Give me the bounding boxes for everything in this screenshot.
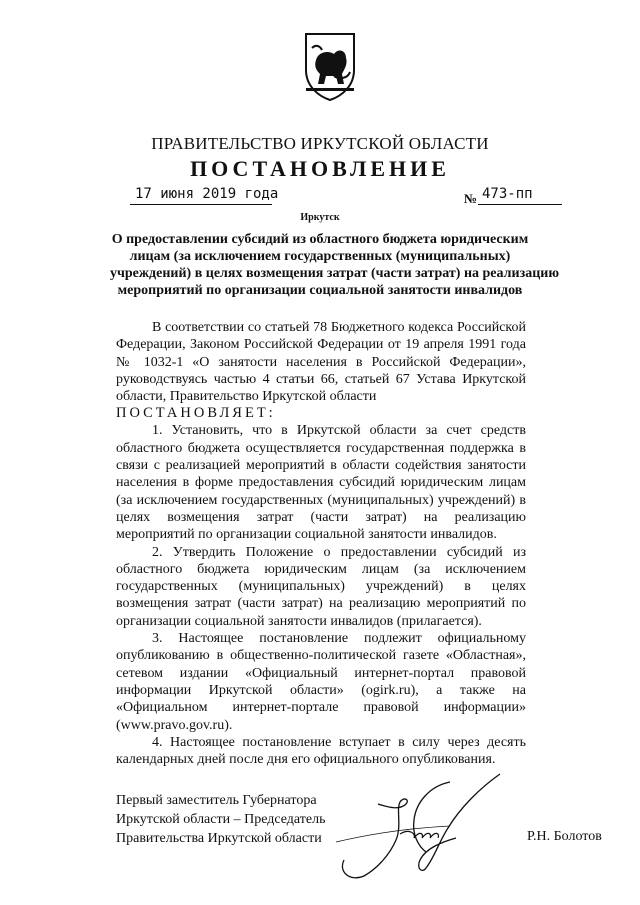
subject-line: О предоставлении субсидий из областного бюджета юридическим	[111, 232, 529, 247]
signature-image	[330, 768, 510, 888]
number-sign: №	[464, 191, 478, 206]
subject-line: учреждений) в целях возмещения затрат (части затрат) на реализацию	[110, 266, 560, 281]
document-date: 17 июня 2019 года	[135, 186, 279, 202]
coat-of-arms-icon	[302, 30, 358, 102]
item-paragraph: 1. Установить, что в Иркутской области за счет средств областного бюджета осуществляется государственная поддержка в связи с реализацией мероприятий в области содействия занятости населения в форме предоставления субсидий юридическим лицам (за исключением государственных (муниципальных) учреждений) в целях возмещения затрат (части затрат) на реализацию мероприятий по организации социальной занятости инвалидов.	[116, 423, 526, 543]
signatory-name: Р.Н. Болотов	[527, 829, 602, 844]
preamble-paragraph: В соответствии со статьей 78 Бюджетного кодекса Российской Федерации, Законом Российской Федерации от 19 апреля 1991 года № 1032-1 «О занятости населения в Российской Федерации», руководствуясь частью 4 статьи 66, статьей 67 Устава Иркутской области, Правительство Иркутской области	[116, 320, 526, 405]
item-paragraph: 3. Настоящее постановление подлежит официальному опубликованию в общественно-политической газете «Областная», сетевом издании «Официальный интернет-портал правовой информации Иркутской области» (ogirk.ru), а также на «Официальном интернет-портале правовой информации» (www.pravo.gov.ru).	[116, 631, 526, 733]
signatory-position	[116, 791, 325, 848]
item-paragraph: 2. Утвердить Положение о предоставлении субсидий из областного бюджета юридическим лицам (за исключением государственных (муниципальных) учреждений) в целях возмещения затрат (части затрат) на реализацию мероприятий по организации социальной занятости инвалидов (прилагается).	[116, 544, 526, 629]
subject-line: мероприятий по организации социальной занятости инвалидов	[117, 283, 523, 298]
date-underline	[130, 204, 272, 205]
subject-line: лицам (за исключением государственных (муниципальных)	[129, 249, 511, 264]
document-city: Иркутск	[300, 212, 340, 223]
document-subject	[110, 231, 560, 299]
position-line: Иркутской области – Председатель	[116, 812, 326, 827]
document-type: ПОСТАНОВЛЕНИЕ	[190, 156, 450, 181]
resolve-heading: ПОСТАНОВЛЯЕТ:	[116, 405, 276, 422]
number-underline	[478, 204, 562, 205]
item-paragraph: 4. Настоящее постановление вступает в силу через десять календарных дней после дня его официального опубликования.	[116, 734, 526, 768]
government-title: ПРАВИТЕЛЬСТВО ИРКУТСКОЙ ОБЛАСТИ	[151, 134, 489, 153]
document-body	[116, 319, 526, 768]
position-line: Первый заместитель Губернатора	[116, 793, 317, 808]
position-line: Правительства Иркутской области	[116, 831, 322, 846]
document-number: 473-пп	[482, 186, 533, 202]
